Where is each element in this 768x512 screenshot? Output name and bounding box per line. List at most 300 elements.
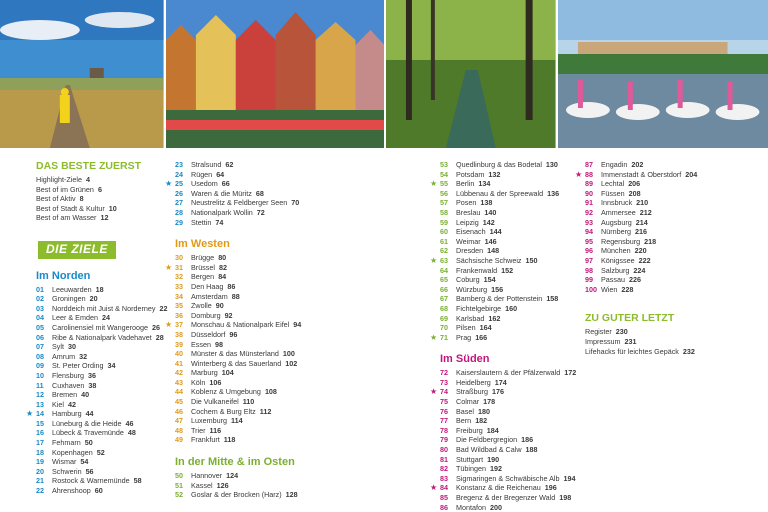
toc-entry[interactable]	[440, 170, 595, 180]
entry-page: 196	[544, 483, 557, 493]
toc-entry[interactable]	[36, 390, 176, 400]
entry-page: 22	[159, 303, 168, 313]
toc-entry[interactable]	[175, 471, 345, 481]
entry-number: 86	[440, 502, 448, 512]
entry-label: Register	[585, 327, 612, 337]
entry-name: Die Feldbergregion	[456, 435, 518, 445]
toc-entry[interactable]	[440, 208, 595, 218]
entry-number: 62	[440, 246, 448, 256]
toc-entry[interactable]	[585, 275, 755, 285]
entry-number: 02	[36, 294, 44, 304]
entry-number: 24	[175, 169, 183, 179]
toc-entry[interactable]	[440, 275, 595, 285]
photo-swan-pedal-boats	[556, 0, 768, 148]
toc-entry[interactable]	[440, 407, 595, 417]
star-icon: ★	[430, 483, 438, 493]
toc-entry[interactable]	[175, 208, 345, 218]
toc-entry[interactable]	[36, 400, 176, 410]
toc-entry[interactable]	[175, 349, 345, 359]
star-icon: ★	[165, 179, 173, 189]
entry-page: 198	[559, 493, 572, 502]
entry-name: Coburg	[456, 275, 480, 285]
entry-page: 34	[107, 361, 116, 371]
entry-label: Best of am Wasser	[36, 213, 97, 223]
entry-name: Dresden	[456, 246, 484, 256]
toc-entry[interactable]	[585, 160, 755, 170]
toc-entry[interactable]	[165, 179, 345, 189]
entry-name: Würzburg	[456, 284, 488, 294]
entry-label: Highlight-Ziele	[36, 175, 82, 184]
entry-label: Best of Stadt & Kultur	[36, 203, 105, 213]
toc-entry[interactable]	[585, 347, 755, 357]
toc-entry[interactable]	[36, 371, 176, 381]
entry-name: Tübingen	[456, 464, 486, 474]
entry-number: 03	[36, 303, 44, 313]
section-title-mitte: In der Mitte & im Osten	[175, 456, 295, 469]
entry-number: 07	[36, 342, 44, 352]
toc-entry[interactable]	[175, 282, 345, 292]
toc-entry[interactable]	[430, 387, 595, 397]
toc-entry[interactable]	[175, 416, 345, 426]
toc-entry[interactable]	[585, 227, 755, 237]
entry-name: Lüneburg & die Heide	[52, 418, 122, 428]
toc-entry[interactable]	[175, 340, 345, 350]
toc-entry[interactable]	[440, 323, 595, 333]
entry-number: 18	[36, 447, 44, 457]
toc-entry[interactable]	[440, 397, 595, 407]
entry-page: 134	[478, 179, 491, 189]
entry-number: 17	[36, 438, 44, 448]
entry-page: 30	[67, 342, 76, 352]
star-icon: ★	[165, 320, 173, 330]
entry-page: 200	[489, 502, 502, 512]
toc-entry[interactable]	[440, 368, 595, 378]
entry-name: Brüssel	[191, 262, 215, 272]
section-title-westen: Im Westen	[175, 238, 230, 251]
toc-entry[interactable]	[575, 169, 755, 180]
toc-entry[interactable]	[440, 285, 595, 295]
entry-number: 77	[440, 416, 448, 426]
toc-entry[interactable]	[175, 359, 345, 369]
toc-entry[interactable]	[175, 198, 345, 208]
toc-entry[interactable]	[430, 179, 595, 189]
entry-page: 10	[108, 203, 117, 213]
entry-number: 05	[36, 322, 44, 332]
entry-number: 43	[175, 377, 183, 387]
entry-page: 214	[635, 217, 648, 227]
toc-entry[interactable]	[175, 272, 345, 282]
entry-number: 83	[440, 473, 448, 483]
toc-entry[interactable]	[36, 419, 176, 429]
star-icon: ★	[430, 387, 438, 397]
toc-entry[interactable]	[585, 218, 755, 228]
entry-number: 53	[440, 160, 448, 169]
entry-name: Passau	[601, 275, 625, 285]
entry-name: Rügen	[191, 169, 213, 179]
toc-entry[interactable]	[36, 467, 176, 477]
toc-entry[interactable]	[585, 208, 755, 218]
entry-page: 154	[483, 275, 496, 285]
entry-name: Leipzig	[456, 217, 479, 227]
toc-entry[interactable]	[36, 333, 176, 343]
entry-page: 206	[628, 179, 641, 189]
entry-number: 11	[36, 380, 44, 390]
toc-entry[interactable]	[440, 378, 595, 388]
entry-page: 72	[256, 207, 265, 217]
toc-column-2	[165, 160, 345, 500]
toc-entry[interactable]	[36, 352, 176, 362]
toc-entry[interactable]	[440, 445, 595, 455]
toc-column-4	[575, 160, 755, 356]
entry-name: Engadin	[601, 160, 628, 169]
entry-number: 68	[440, 303, 448, 313]
toc-entry[interactable]	[440, 198, 595, 208]
entry-page: 94	[293, 320, 302, 330]
toc-entry[interactable]	[36, 428, 176, 438]
entry-name: Amrum	[52, 351, 76, 361]
entry-page: 62	[225, 160, 234, 169]
toc-entry[interactable]	[440, 493, 595, 503]
entry-name: Flensburg	[52, 370, 84, 380]
entry-number: 42	[175, 368, 183, 378]
entry-name: Wismar	[52, 457, 77, 467]
entry-number: 66	[440, 284, 448, 294]
entry-number: 57	[440, 198, 448, 208]
toc-entry[interactable]	[440, 227, 595, 237]
entry-name: Nürnberg	[601, 227, 631, 237]
entry-page: 108	[264, 387, 277, 397]
entry-number: 01	[36, 284, 44, 294]
entry-number: 67	[440, 294, 448, 304]
entry-name: Salzburg	[601, 265, 630, 275]
entry-page: 112	[259, 406, 272, 416]
entry-number: 29	[175, 217, 183, 227]
entry-number: 35	[175, 301, 183, 311]
entry-name: Lübbenau & der Spreewald	[456, 188, 544, 198]
entry-number: 93	[585, 217, 593, 227]
entry-page: 192	[489, 464, 502, 474]
entry-label: Impressum	[585, 336, 621, 346]
entry-name: Basel	[456, 406, 474, 416]
entry-page: 162	[488, 313, 501, 323]
entry-page: 66	[221, 179, 230, 189]
entry-page: 116	[209, 425, 222, 435]
toc-entry[interactable]	[175, 435, 345, 445]
toc-entry[interactable]	[440, 189, 595, 199]
entry-page: 50	[84, 438, 93, 448]
photo-gabled-houses	[164, 0, 384, 148]
entry-name: Kassel	[191, 480, 213, 490]
entry-page: 210	[636, 198, 649, 208]
photo-forest-canal	[384, 0, 556, 148]
entry-number: 95	[585, 236, 593, 246]
toc-entry[interactable]	[585, 256, 755, 266]
entry-name: Zwolle	[191, 301, 212, 311]
entry-name: Fehmarn	[52, 438, 81, 448]
star-icon: ★	[575, 169, 583, 179]
entry-page: 128	[285, 490, 298, 500]
entry-name: Sigmaringen & Schwäbische Alb	[456, 473, 560, 483]
toc-entry[interactable]	[26, 409, 176, 419]
toc-entry[interactable]	[430, 332, 595, 343]
toc-entry[interactable]	[585, 266, 755, 276]
entry-number: 22	[36, 486, 44, 496]
entry-page: 54	[80, 457, 89, 467]
entry-page: 144	[489, 227, 502, 237]
entry-page: 90	[215, 301, 224, 311]
toc-entry[interactable]	[175, 330, 345, 340]
toc-entry[interactable]	[36, 486, 176, 496]
toc-entry[interactable]	[175, 368, 345, 378]
toc-entry[interactable]	[36, 342, 176, 352]
toc-entry[interactable]	[440, 474, 595, 484]
entry-number: 49	[175, 435, 183, 445]
toc-entry[interactable]	[175, 189, 345, 199]
entry-number: 37	[175, 320, 183, 330]
entry-number: 30	[175, 253, 183, 263]
entry-page: 180	[477, 406, 490, 416]
entry-number: 46	[175, 406, 183, 416]
toc-entry[interactable]	[440, 314, 595, 324]
toc-entry[interactable]	[36, 381, 176, 391]
entry-page: 160	[505, 303, 518, 313]
best-of-list	[36, 175, 176, 223]
entry-page: 104	[221, 368, 234, 378]
entry-name: Hannover	[191, 471, 223, 481]
toc-entry[interactable]	[440, 237, 595, 247]
entry-name: Neustrelitz & Feldberger Seen	[191, 198, 288, 208]
toc-entry[interactable]	[585, 285, 755, 295]
entry-page: 231	[624, 336, 637, 346]
toc-entry[interactable]	[440, 246, 595, 256]
entry-page: 60	[94, 486, 103, 496]
entry-page: 176	[491, 387, 504, 397]
entry-page: 166	[475, 332, 488, 342]
toc-entry[interactable]	[585, 198, 755, 208]
entry-name: Lechtal	[601, 179, 625, 189]
toc-entry[interactable]	[36, 204, 176, 214]
toc-entry[interactable]	[440, 416, 595, 426]
entry-page: 88	[231, 291, 240, 301]
toc-entry[interactable]	[175, 407, 345, 417]
toc-entry[interactable]	[585, 246, 755, 256]
entry-name: Montafon	[456, 502, 486, 512]
toc-entry[interactable]	[36, 185, 176, 195]
entry-number: 09	[36, 361, 44, 371]
entry-name: Leeuwarden	[52, 284, 92, 294]
toc-entry[interactable]	[440, 464, 595, 474]
toc-entry[interactable]	[36, 361, 176, 371]
entry-page: 82	[218, 262, 227, 272]
entry-number: 47	[175, 416, 183, 426]
entry-page: 156	[491, 284, 504, 294]
toc-entry[interactable]	[585, 237, 755, 247]
toc-entry[interactable]	[36, 213, 176, 223]
toc-entry[interactable]	[585, 337, 755, 347]
entry-name: Eisenach	[456, 227, 486, 237]
entry-name: Trier	[191, 425, 206, 435]
die-ziele-badge: DIE ZIELE	[38, 241, 116, 259]
entry-name: Füssen	[601, 188, 625, 198]
entry-number: 25	[175, 179, 183, 189]
toc-entry[interactable]	[440, 294, 595, 304]
toc-entry[interactable]	[165, 320, 345, 330]
entry-number: 26	[175, 188, 183, 198]
entry-name: Posen	[456, 198, 477, 208]
entry-page: 36	[87, 370, 96, 380]
toc-entry[interactable]	[175, 387, 345, 397]
entry-name: Cochem & Burg Eltz	[191, 406, 256, 416]
entry-number: 69	[440, 313, 448, 323]
toc-entry[interactable]	[175, 311, 345, 321]
toc-entry[interactable]	[36, 438, 176, 448]
entry-number: 31	[175, 262, 183, 272]
toc-entry[interactable]	[36, 304, 176, 314]
toc-entry[interactable]	[36, 285, 176, 295]
entry-number: 99	[585, 275, 593, 285]
toc-entry[interactable]	[440, 218, 595, 228]
toc-entry[interactable]	[440, 503, 595, 512]
entry-name: Kiel	[52, 399, 64, 409]
entry-page: 124	[226, 471, 239, 481]
entry-page: 136	[547, 188, 560, 198]
north-list-continued	[165, 160, 345, 227]
entry-page: 184	[486, 425, 499, 435]
entry-page: 148	[487, 246, 500, 256]
entry-name: Köln	[191, 377, 206, 387]
entry-page: 188	[525, 445, 538, 455]
entry-name: Marburg	[191, 368, 218, 378]
entry-page: 4	[85, 175, 90, 184]
entry-number: 33	[175, 281, 183, 291]
entry-name: Koblenz & Umgebung	[191, 387, 261, 397]
toc-entry[interactable]	[175, 253, 345, 263]
entry-name: Sächsische Schweiz	[456, 255, 522, 265]
toc-entry[interactable]	[165, 262, 345, 273]
toc-entry[interactable]	[175, 292, 345, 302]
entry-name: Carolinensiel mit Wangerooge	[52, 322, 149, 332]
entry-name: Luxemburg	[191, 416, 227, 426]
toc-entry[interactable]	[36, 448, 176, 458]
entry-page: 24	[101, 313, 110, 323]
entry-number: 82	[440, 464, 448, 474]
entry-label: Lifehacks für leichtes Gepäck	[585, 346, 679, 356]
entry-page: 96	[229, 329, 238, 339]
toc-entry[interactable]	[440, 426, 595, 436]
entry-page: 46	[125, 418, 134, 428]
star-icon: ★	[430, 179, 438, 189]
entry-number: 10	[36, 370, 44, 380]
entry-name: Lübeck & Travemünde	[52, 428, 124, 438]
entry-name: Brügge	[191, 253, 215, 263]
toc-entry[interactable]	[36, 175, 176, 185]
entry-number: 27	[175, 198, 183, 208]
entry-number: 08	[36, 351, 44, 361]
toc-entry[interactable]	[175, 397, 345, 407]
toc-entry[interactable]	[585, 179, 755, 189]
entry-page: 110	[242, 397, 255, 407]
toc-entry[interactable]	[36, 194, 176, 204]
toc-entry[interactable]	[175, 170, 345, 180]
photo-coast-boardwalk	[0, 0, 164, 148]
toc-entry[interactable]	[440, 304, 595, 314]
entry-number: 81	[440, 454, 448, 464]
entry-number: 44	[175, 387, 183, 397]
entry-name: Colmar	[456, 397, 480, 407]
entry-page: 100	[282, 349, 295, 359]
entry-name: Fichtelgebirge	[456, 303, 502, 313]
entry-number: 36	[175, 310, 183, 320]
toc-entry[interactable]	[36, 294, 176, 304]
entry-name: Monschau & Nationalpark Eifel	[191, 320, 290, 330]
entry-page: 158	[546, 294, 559, 304]
entry-number: 98	[585, 265, 593, 275]
toc-entry[interactable]	[430, 255, 595, 266]
toc-entry[interactable]	[175, 160, 345, 170]
entry-name: Weimar	[456, 236, 481, 246]
entry-name: Potsdam	[456, 169, 485, 179]
entry-page: 202	[631, 160, 644, 169]
entry-page: 102	[285, 358, 298, 368]
toc-entry[interactable]	[175, 426, 345, 436]
entry-page: 164	[479, 323, 492, 333]
entry-number: 60	[440, 227, 448, 237]
entry-page: 142	[482, 217, 495, 227]
entry-page: 230	[615, 327, 628, 337]
toc-entry[interactable]	[175, 378, 345, 388]
toc-entry[interactable]	[175, 218, 345, 228]
entry-label: Best of Aktiv	[36, 194, 76, 204]
entry-number: 61	[440, 236, 448, 246]
toc-entry[interactable]	[36, 476, 176, 486]
toc-entry[interactable]	[36, 323, 176, 333]
entry-page: 140	[484, 207, 497, 217]
entry-number: 54	[440, 169, 448, 179]
entry-number: 48	[175, 425, 183, 435]
entry-number: 85	[440, 493, 448, 502]
entry-page: 12	[100, 213, 109, 223]
entry-number: 65	[440, 275, 448, 285]
toc-entry[interactable]	[440, 435, 595, 445]
entry-name: Bad Wildbad & Calw	[456, 445, 522, 455]
entry-name: Winterberg & das Sauerland	[191, 358, 282, 368]
toc-entry[interactable]	[175, 301, 345, 311]
entry-page: 52	[96, 447, 105, 457]
toc-entry[interactable]	[585, 189, 755, 199]
toc-entry[interactable]	[440, 266, 595, 276]
entry-page: 56	[85, 466, 94, 476]
toc-entry[interactable]	[36, 457, 176, 467]
toc-entry[interactable]	[440, 455, 595, 465]
entry-number: 94	[585, 227, 593, 237]
entry-page: 86	[227, 281, 236, 291]
entry-number: 89	[585, 179, 593, 189]
entry-number: 50	[175, 471, 183, 481]
entry-name: Ahrenshoop	[52, 486, 91, 496]
toc-entry[interactable]	[585, 327, 755, 337]
toc-entry[interactable]	[175, 481, 345, 491]
toc-entry[interactable]	[36, 313, 176, 323]
entry-number: 72	[440, 368, 448, 378]
entry-name: Konstanz & die Reichenau	[456, 483, 541, 493]
entry-page: 32	[79, 351, 88, 361]
star-icon: ★	[26, 409, 34, 419]
entry-page: 190	[487, 454, 500, 464]
entry-name: Domburg	[191, 310, 221, 320]
entry-number: 55	[440, 179, 448, 189]
entry-number: 79	[440, 435, 448, 445]
toc-entry[interactable]	[440, 160, 595, 170]
